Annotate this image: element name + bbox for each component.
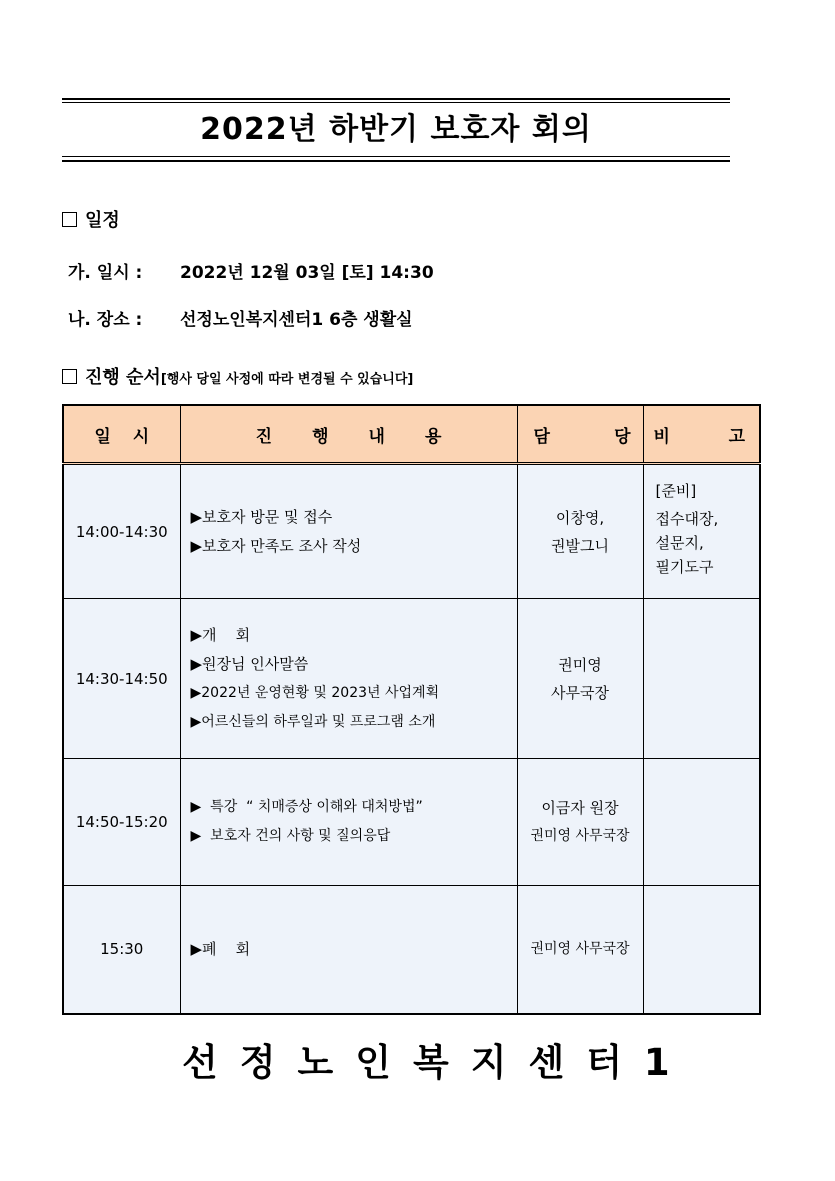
program-item: ▶폐 회 <box>190 939 251 958</box>
table-row <box>63 464 760 599</box>
header-time-char: 시 <box>132 426 150 447</box>
program-item: ▶보호자 방문 및 접수 <box>190 507 333 526</box>
schedule-heading <box>62 209 120 233</box>
title-block <box>62 98 730 162</box>
program-item: ▶원장님 인사말씀 <box>190 654 309 673</box>
header-content <box>180 405 517 464</box>
remark-line: 접수대장, <box>655 510 719 528</box>
checkbox-square-icon <box>62 369 77 384</box>
header-content-char: 진 <box>255 426 273 447</box>
table-header-row <box>63 405 760 464</box>
header-remark-char: 비 <box>653 426 670 447</box>
program-heading <box>62 366 413 392</box>
manager-line: 이창영, <box>555 508 605 527</box>
title-rule-top-inner <box>62 102 730 103</box>
manager-line: 이금자 원장 <box>541 799 619 817</box>
row-content <box>180 759 517 886</box>
row-manager <box>517 599 643 759</box>
program-item: ▶ 특강 “ 치매증상 이해와 대처방법” <box>190 799 423 815</box>
program-heading-text: 진행 순서 <box>85 367 161 388</box>
header-time <box>63 405 180 464</box>
row-manager <box>517 464 643 599</box>
header-content-char: 내 <box>368 426 385 447</box>
row-content <box>180 464 517 599</box>
program-table <box>62 404 761 1015</box>
row-time: 14:50-15:20 <box>63 759 180 886</box>
row-manager <box>517 886 643 1014</box>
remark-line: 필기도구 <box>655 558 714 576</box>
program-item: ▶어르신들의 하루일과 및 프로그램 소개 <box>190 713 436 730</box>
manager-line: 사무국장 <box>551 683 609 702</box>
manager-line: 권미영 <box>558 655 602 674</box>
remark-line: [준비] <box>655 482 697 500</box>
date-label: 가. 일시 : <box>68 263 143 283</box>
program-item: ▶ 보호자 건의 사항 및 질의응답 <box>190 828 391 844</box>
manager-line: 권미영 사무국장 <box>530 828 630 844</box>
program-note: [행사 당일 사정에 따라 변경될 수 있습니다] <box>160 372 414 387</box>
remark-line: 설문지, <box>655 534 704 552</box>
header-remark <box>643 405 760 464</box>
row-content <box>180 886 517 1014</box>
row-remark <box>643 464 760 599</box>
header-time-char: 일 <box>94 426 111 447</box>
title-rule-top <box>62 98 730 100</box>
table-row <box>63 886 760 1014</box>
title-rule-bottom <box>62 160 730 162</box>
schedule-heading-text: 일정 <box>85 210 120 231</box>
header-remark-char: 고 <box>728 426 745 447</box>
header-manager <box>517 405 643 464</box>
row-content <box>180 599 517 759</box>
row-remark <box>643 599 760 759</box>
row-time: 15:30 <box>63 886 180 1014</box>
header-manager-char: 담 <box>533 426 550 447</box>
place-row <box>68 308 413 332</box>
row-manager <box>517 759 643 886</box>
program-item: ▶보호자 만족도 조사 작성 <box>190 536 362 555</box>
page-title: 2022년 하반기 보호자 회의 <box>200 112 592 147</box>
header-content-char: 용 <box>424 426 442 447</box>
table-row <box>63 759 760 886</box>
row-time: 14:00-14:30 <box>63 464 180 599</box>
date-value: 2022년 12월 03일 [토] 14:30 <box>180 263 434 283</box>
checkbox-square-icon <box>62 212 77 227</box>
program-item: ▶2022년 운영현황 및 2023년 사업계획 <box>190 684 440 701</box>
footer <box>168 1024 692 1094</box>
date-row <box>68 261 434 285</box>
header-manager-char: 당 <box>614 426 631 447</box>
row-time: 14:30-14:50 <box>63 599 180 759</box>
place-label: 나. 장소 : <box>68 310 143 330</box>
table-row <box>63 599 760 759</box>
row-remark <box>643 759 760 886</box>
header-content-char: 행 <box>312 426 329 447</box>
program-item: ▶개 회 <box>190 625 251 644</box>
place-value: 선정노인복지센터1 6층 생활실 <box>180 310 413 330</box>
manager-line: 권미영 사무국장 <box>530 941 630 958</box>
manager-line: 권발그니 <box>551 536 609 555</box>
organization-name: 선정노인복지센터1 <box>182 1041 692 1084</box>
title-rule-bottom-inner <box>62 156 730 157</box>
row-remark <box>643 886 760 1014</box>
